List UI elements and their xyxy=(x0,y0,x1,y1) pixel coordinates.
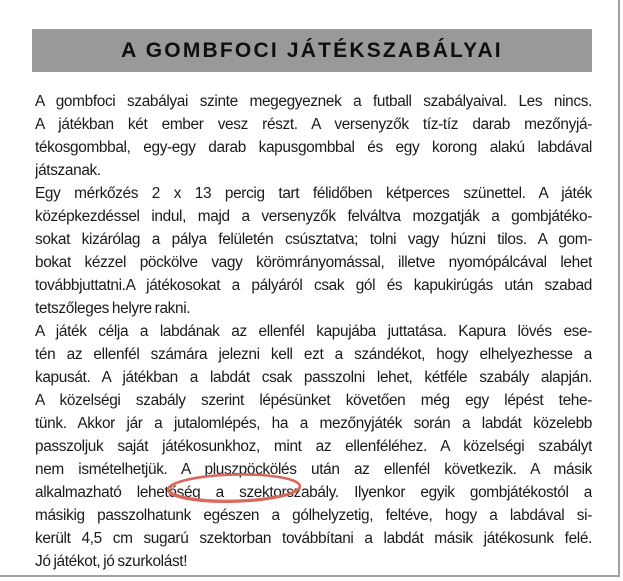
title-bar xyxy=(32,29,592,72)
text-line: A közelségi szabály szerint lépésünket követően még egy lépést tehe- xyxy=(35,392,592,409)
body-text xyxy=(35,90,592,573)
text-line: passzoljuk saját játékosunkhoz, mint az ellenféléhez. A közelségi szabályt xyxy=(35,438,592,455)
text-line: A gombfoci szabályai szinte megegyeznek a futball szabályaival. Les nincs. xyxy=(35,93,592,110)
text-line: játszanak. xyxy=(35,162,101,179)
text-line: bokat kézzel pöckölve vagy körömrányomással, illetve nyomópálcával lehet xyxy=(35,254,592,271)
text-line: tén az ellenfél számára jelezni kell ezt a szándékot, hogy elhelyezhesse a xyxy=(35,346,592,363)
text-line: Jó játékot, jó szurkolást! xyxy=(35,553,188,570)
text-line: nem ismételhetjük. A pluszpöckölés után az ellenfél következik. A másik xyxy=(35,461,592,478)
text-line: A játékban két ember vesz részt. A versenyzők tíz-tíz darab mezőnyjá- xyxy=(35,116,592,133)
text-line: került 4,5 cm sugarú szektorban továbbítani a labdát másik játékosunk felé. xyxy=(35,530,592,547)
page-title: A GOMBFOCI JÁTÉKSZABÁLYAI xyxy=(121,38,503,62)
text-line: Egy mérkőzés 2 x 13 percig tart félidőben kétperces szünettel. A játék xyxy=(35,185,592,202)
text-line: tetszőleges helyre rakni. xyxy=(35,300,191,317)
text-line: kapusát. A játékban a labdát csak passzolni lehet, kétféle szabály alapján. xyxy=(35,369,592,386)
text-line: sokat kizárólag a pálya felületén csúsztatva; tolni vagy húzni tilos. A gom- xyxy=(35,231,592,248)
page-border-bottom xyxy=(0,575,620,577)
page-border-right xyxy=(618,0,620,577)
text-line: tünk. Akkor jár a jutalomlépés, ha a mezőnyjáték során a labdát közelebb xyxy=(35,415,592,432)
text-line: középkezdéssel indul, majd a versenyzők felváltva mozgatják a gombjátéko- xyxy=(35,208,592,225)
text-line: másikig passzolhatunk egészen a gólhelyzetig, feltéve, hogy a labdával si- xyxy=(35,507,592,524)
text-line: A játék célja a labdának az ellenfél kapujába juttatása. Kapura lövés ese- xyxy=(35,323,592,340)
text-line: tékosgombbal, egy-egy darab kapusgombbal és egy korong alakú labdával xyxy=(35,139,592,156)
text-line: alkalmazható lehetőség a szektorszabály. Ilyenkor egyik gombjátékostól a xyxy=(35,484,592,501)
text-line: továbbjuttatni.A játékosokat a pályáról csak gól és kapukirúgás után szabad xyxy=(35,277,592,294)
